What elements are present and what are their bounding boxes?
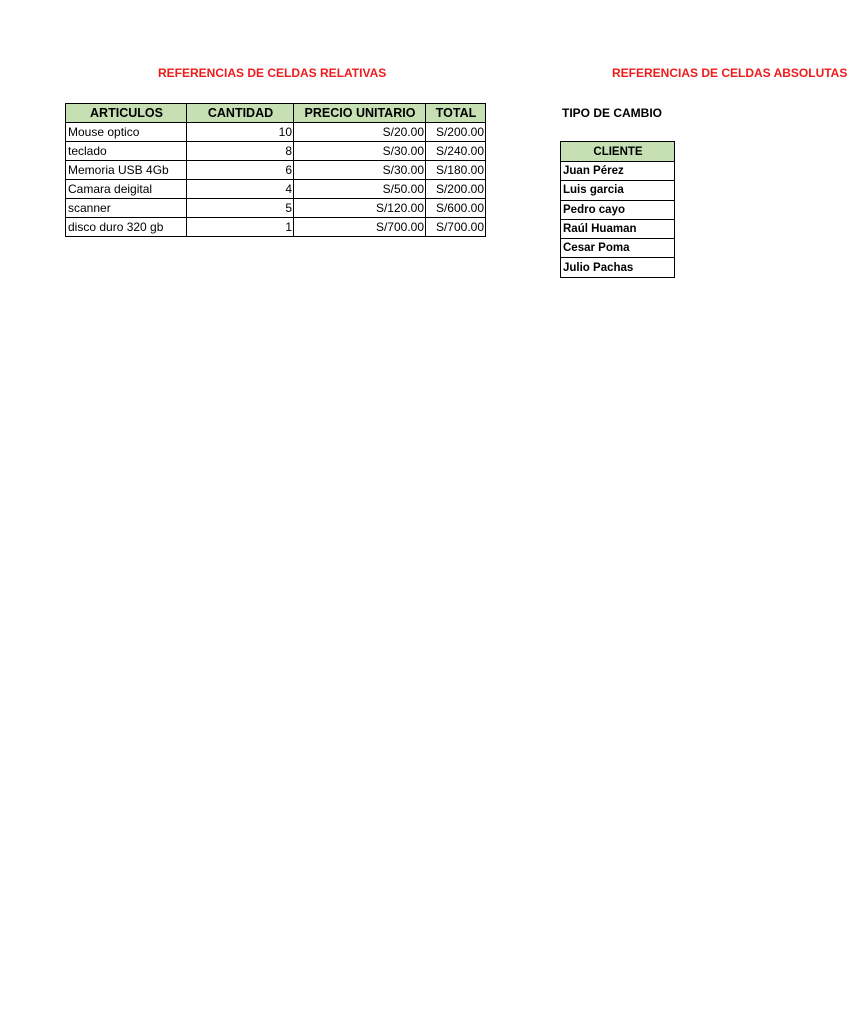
absolute-references-title-clip [612,66,847,84]
header-cantidad[interactable]: CANTIDAD [187,104,294,123]
cell-total[interactable]: S/200.00 [426,180,486,199]
cell-cantidad[interactable]: 10 [187,123,294,142]
table-row [66,180,486,199]
clients-header-row [561,142,675,162]
table-row [66,199,486,218]
cell-cantidad[interactable]: 4 [187,180,294,199]
table-row [561,219,675,238]
cell-total[interactable]: S/700.00 [426,218,486,237]
cell-cliente[interactable]: Juan Pérez [561,162,675,181]
table-row [561,258,675,277]
cell-articulo[interactable]: scanner [66,199,187,218]
table-row [561,200,675,219]
table-row [66,218,486,237]
cell-articulo[interactable]: disco duro 320 gb [66,218,187,237]
relative-references-title: REFERENCIAS DE CELDAS RELATIVAS [158,66,387,80]
products-header-row [66,104,486,123]
table-row [561,239,675,258]
clients-table [560,141,675,278]
header-articulos[interactable]: ARTICULOS [66,104,187,123]
cell-cliente[interactable]: Raúl Huaman [561,219,675,238]
cell-precio[interactable]: S/50.00 [294,180,426,199]
tipo-de-cambio-label: TIPO DE CAMBIO [562,106,663,120]
cell-cantidad[interactable]: 6 [187,161,294,180]
cell-cliente[interactable]: Cesar Poma [561,239,675,258]
cell-total[interactable]: S/180.00 [426,161,486,180]
cell-total[interactable]: S/600.00 [426,199,486,218]
header-cliente[interactable]: CLIENTE [561,142,675,162]
cell-precio[interactable]: S/120.00 [294,199,426,218]
header-total[interactable]: TOTAL [426,104,486,123]
header-precio-unitario[interactable]: PRECIO UNITARIO [294,104,426,123]
table-row [66,142,486,161]
cell-total[interactable]: S/240.00 [426,142,486,161]
cell-articulo[interactable]: Mouse optico [66,123,187,142]
cell-articulo[interactable]: Camara deigital [66,180,187,199]
products-table [65,103,486,237]
cell-articulo[interactable]: teclado [66,142,187,161]
cell-cliente[interactable]: Luis garcia [561,181,675,200]
cell-precio[interactable]: S/30.00 [294,161,426,180]
cell-cliente[interactable]: Pedro cayo [561,200,675,219]
table-row [561,162,675,181]
table-row [66,161,486,180]
cell-articulo[interactable]: Memoria USB 4Gb [66,161,187,180]
cell-cantidad[interactable]: 8 [187,142,294,161]
cell-cantidad[interactable]: 1 [187,218,294,237]
table-row [66,123,486,142]
cell-cliente[interactable]: Julio Pachas [561,258,675,277]
cell-precio[interactable]: S/30.00 [294,142,426,161]
cell-cantidad[interactable]: 5 [187,199,294,218]
absolute-references-title: REFERENCIAS DE CELDAS ABSOLUTAS [612,66,847,80]
cell-total[interactable]: S/200.00 [426,123,486,142]
cell-precio[interactable]: S/20.00 [294,123,426,142]
cell-precio[interactable]: S/700.00 [294,218,426,237]
table-row [561,181,675,200]
